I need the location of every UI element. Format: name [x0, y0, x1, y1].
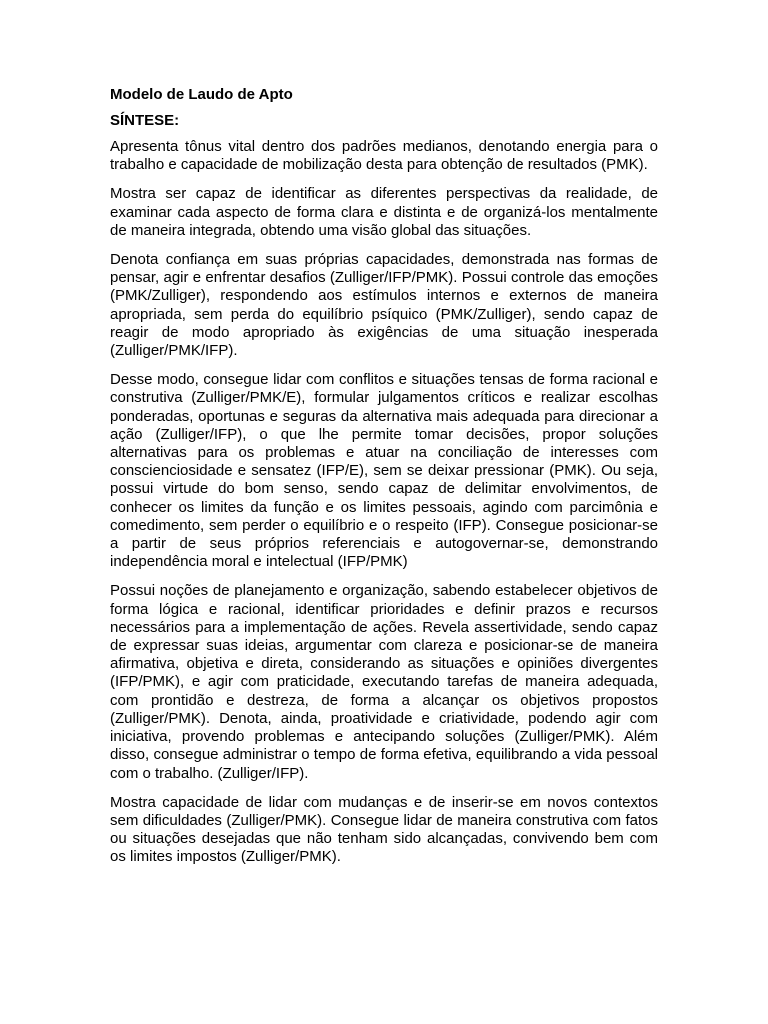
paragraph-3: Denota confiança em suas próprias capacidades, demonstrada nas formas de pensar, agir e enfrentar desafios (Zulliger/IFP/PMK). Possui controle das emoções (PMK/Zulliger), respondendo aos estímulos internos e externos de maneira apropriada, sem perda do equilíbrio psíquico (PMK/Zulliger), sendo capaz de reagir de modo apropriado às exigências de uma situação inesperada (Zulliger/PMK/IFP). [110, 251, 658, 360]
paragraph-4: Desse modo, consegue lidar com conflitos e situações tensas de forma racional e construtiva (Zulliger/PMK/E), formular julgamentos críticos e realizar escolhas ponderadas, oportunas e seguras da alternativa mais adequada para direcionar a ação (Zulliger/IFP), o que lhe permite tomar decisões, propor soluções alternativas para os problemas e atuar na conciliação de interesses com conscienciosidade e sensatez (IFP/E), sem se deixar pressionar (PMK). Ou seja, possui virtude do bom senso, sendo capaz de delimitar envolvimentos, de conhecer os limites da função e os limites pessoais, agindo com parcimônia e comedimento, sem perder o equilíbrio e o respeito (IFP). Consegue posicionar-se a partir de seus próprios referenciais e autogovernar-se, demonstrando independência moral e intelectual (IFP/PMK) [110, 371, 658, 571]
document-page [110, 86, 658, 878]
paragraph-5: Possui noções de planejamento e organização, sabendo estabelecer objetivos de forma lógica e racional, identificar prioridades e definir prazos e recursos necessários para a implementação de ações. Revela assertividade, sendo capaz de expressar suas ideias, argumentar com clareza e posicionar-se de maneira afirmativa, objetiva e direta, considerando as situações e opiniões divergentes (IFP/PMK), e agir com praticidade, executando tarefas de maneira adequada, com prontidão e destreza, de forma a alcançar os objetivos propostos (Zulliger/PMK). Denota, ainda, proatividade e criatividade, podendo agir com iniciativa, provendo problemas e antecipando soluções (Zulliger/PMK). Além disso, consegue administrar o tempo de forma efetiva, equilibrando a vida pessoal com o trabalho. (Zulliger/IFP). [110, 582, 658, 782]
paragraph-6: Mostra capacidade de lidar com mudanças e de inserir-se em novos contextos sem dificuldades (Zulliger/PMK). Consegue lidar de maneira construtiva com fatos ou situações desejadas que não tenham sido alcançadas, convivendo bem com os limites impostos (Zulliger/PMK). [110, 793, 658, 866]
paragraph-1: Apresenta tônus vital dentro dos padrões medianos, denotando energia para o trabalho e capacidade de mobilização desta para obtenção de resultados (PMK). [110, 138, 658, 174]
paragraph-2: Mostra ser capaz de identificar as diferentes perspectivas da realidade, de examinar cada aspecto de forma clara e distinta e de organizá-los mentalmente de maneira integrada, obtendo uma visão global das situações. [110, 185, 658, 239]
document-title: Modelo de Laudo de Apto [110, 86, 293, 103]
section-heading-sintese: SÍNTESE: [110, 112, 180, 129]
